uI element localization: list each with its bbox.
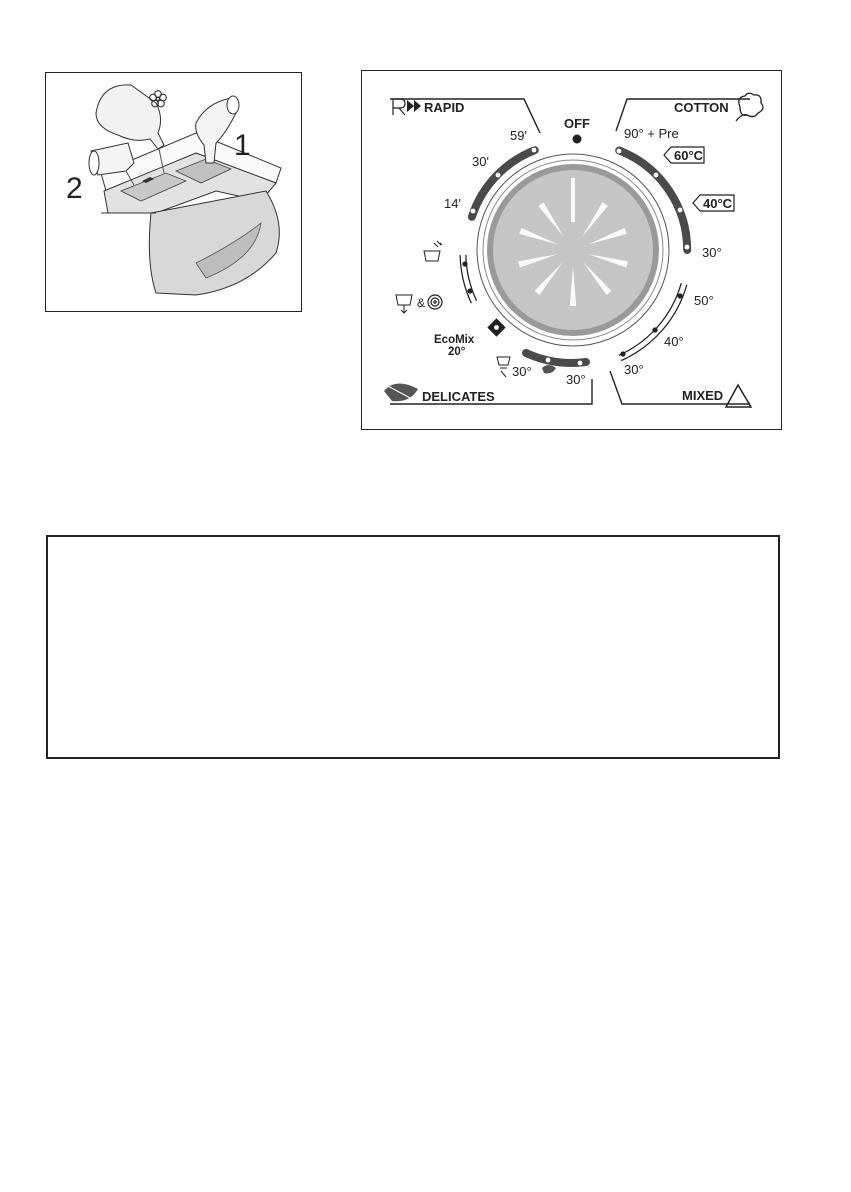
drain-icon bbox=[396, 295, 412, 313]
handwash-icon bbox=[497, 357, 510, 377]
compartment-1-label: 1 bbox=[234, 129, 251, 162]
cotton-boll-icon bbox=[736, 93, 763, 121]
flower-icon bbox=[150, 91, 167, 107]
mixed-step-50[interactable]: 50° bbox=[694, 293, 714, 308]
rapid-icon bbox=[393, 99, 421, 115]
mixed-label: MIXED bbox=[682, 388, 724, 403]
cotton-step-60-tag[interactable] bbox=[664, 147, 704, 163]
program-dial bbox=[362, 71, 780, 428]
ecomix-temp: 20° bbox=[448, 346, 466, 358]
mixed-step-30[interactable]: 30° bbox=[624, 362, 644, 377]
cotton-label: COTTON bbox=[674, 100, 729, 115]
rinse-spin-amp: & bbox=[417, 296, 426, 310]
rapid-step-14[interactable]: 14' bbox=[444, 196, 461, 211]
cotton-step-90-pre[interactable]: 90° + Pre bbox=[624, 126, 679, 141]
detergent-drawer-illustration bbox=[46, 73, 300, 310]
delicates-step-handwash-30[interactable]: 30° bbox=[512, 364, 532, 379]
rapid-label: RAPID bbox=[424, 100, 465, 115]
off-label: OFF bbox=[564, 116, 590, 131]
empty-note-box bbox=[46, 535, 780, 759]
delicates-arc bbox=[526, 353, 586, 363]
program-dial-figure bbox=[361, 70, 782, 430]
delicates-label: DELICATES bbox=[422, 389, 495, 404]
feather-icon bbox=[382, 383, 418, 401]
small-feather-icon bbox=[542, 365, 556, 373]
delicates-step-30[interactable]: 30° bbox=[566, 372, 586, 387]
cotton-step-60: 60°C bbox=[674, 148, 704, 163]
detergent-drawer-figure bbox=[45, 72, 302, 312]
cotton-step-30[interactable]: 30° bbox=[702, 245, 722, 260]
compartment-2-label: 2 bbox=[66, 172, 83, 205]
cotton-step-40: 40°C bbox=[703, 196, 733, 211]
mixed-step-40[interactable]: 40° bbox=[664, 334, 684, 349]
ecomix-label: EcoMix bbox=[434, 334, 475, 346]
rapid-step-59[interactable]: 59' bbox=[510, 128, 527, 143]
rinse-icon bbox=[424, 241, 442, 261]
rapid-step-30[interactable]: 30' bbox=[472, 154, 489, 169]
spin-icon bbox=[428, 295, 442, 309]
cotton-step-40-tag[interactable] bbox=[693, 195, 734, 211]
off-position-dot[interactable] bbox=[573, 135, 582, 144]
